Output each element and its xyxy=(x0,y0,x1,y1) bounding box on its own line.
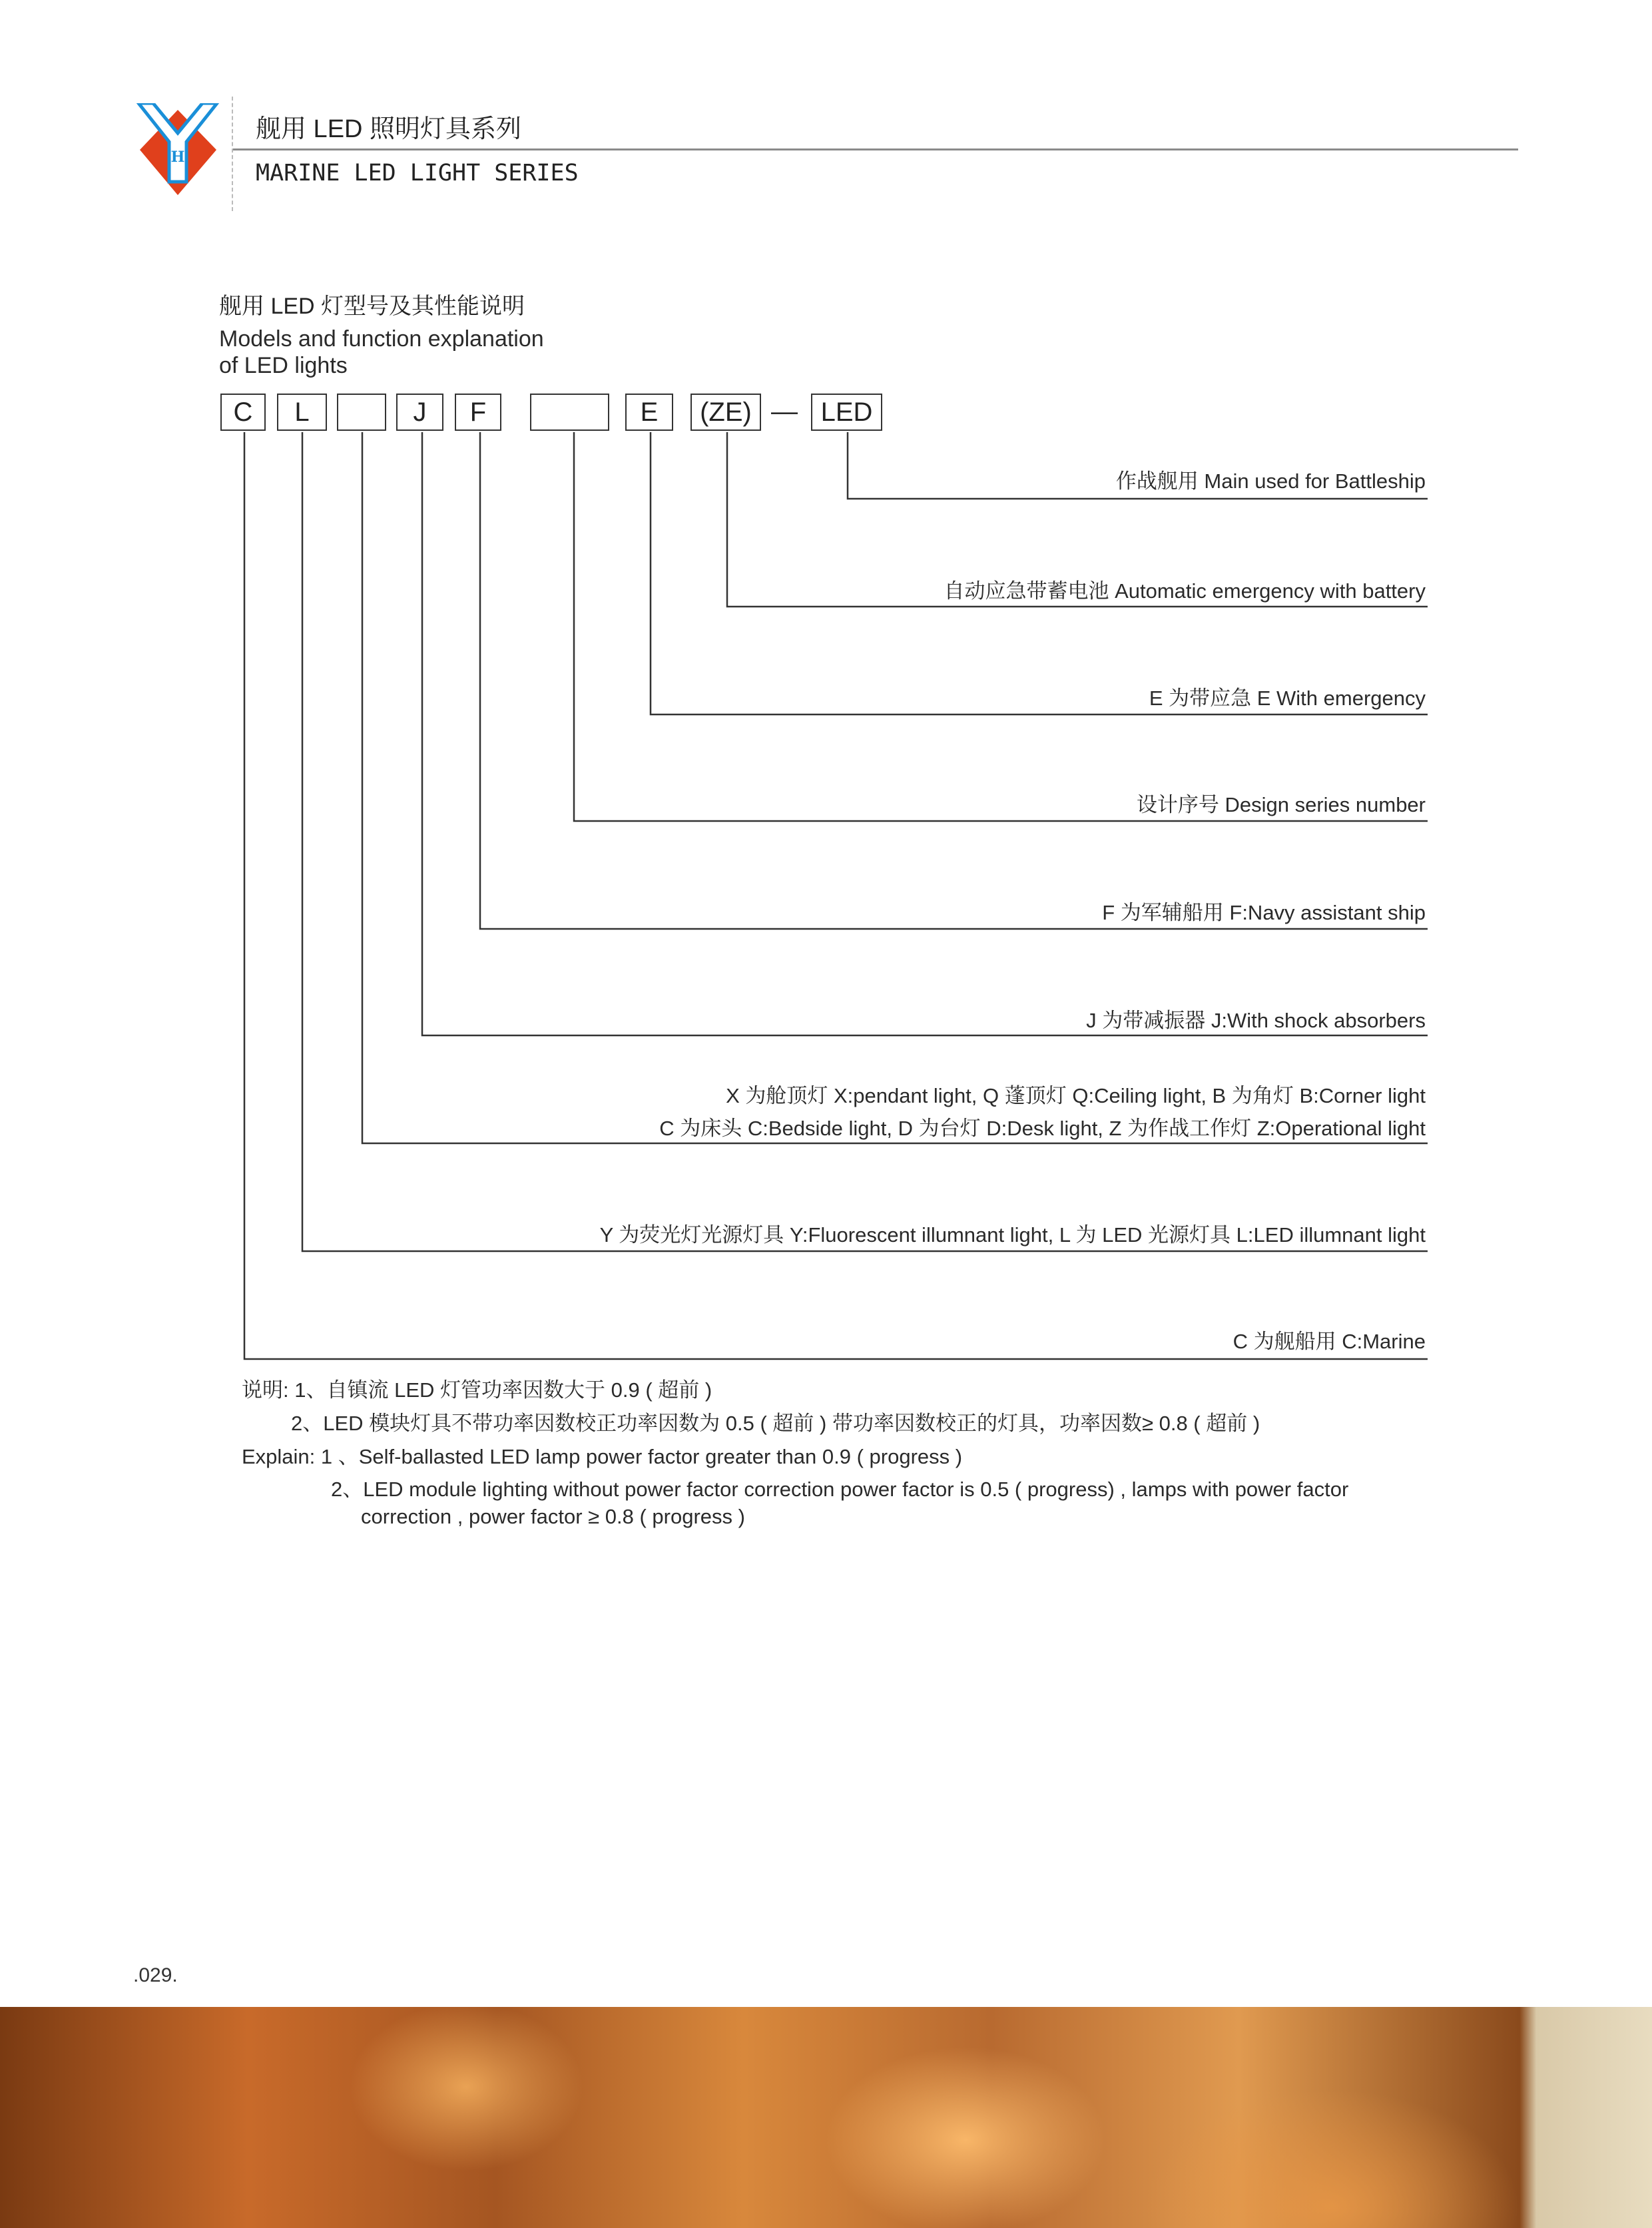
label-light-type-1: X 为舱顶灯 X:pendant light, Q 蓬顶灯 Q:Ceiling light, B 为角灯 B:Corner light xyxy=(726,1084,1426,1107)
code-box-ze: (ZE) xyxy=(690,394,761,431)
label-light-type-2: C 为床头 C:Bedside light, D 为台灯 D:Desk light, Z 为作战工作灯 Z:Operational light xyxy=(659,1117,1426,1140)
label-battleship: 作战舰用 Main used for Battleship xyxy=(1115,469,1426,493)
code-box-e: E xyxy=(625,394,673,431)
code-box-l: L xyxy=(277,394,327,431)
note-en-1: Explain: 1 、Self-ballasted LED lamp power factor greater than 0.9 ( progress ) xyxy=(242,1445,963,1468)
section-title-cn: 舰用 LED 灯型号及其性能说明 xyxy=(219,294,525,319)
label-auto-emergency: 自动应急带蓄电池 Automatic emergency with battery xyxy=(944,579,1426,603)
note-en-3: correction , power factor ≥ 0.8 ( progress ) xyxy=(361,1505,745,1528)
header-title-cn: 舰用 LED 照明灯具系列 xyxy=(256,115,522,143)
code-box-c: C xyxy=(220,394,266,431)
header-title-en: MARINE LED LIGHT SERIES xyxy=(256,160,579,186)
code-box-led: LED xyxy=(811,394,882,431)
code-dash: — xyxy=(771,397,798,426)
label-design-series: 设计序号 Design series number xyxy=(1136,793,1426,816)
label-shock-absorbers: J 为带减振器 J:With shock absorbers xyxy=(1086,1009,1426,1032)
svg-text:H: H xyxy=(170,148,185,166)
label-marine: C 为舰船用 C:Marine xyxy=(1233,1330,1426,1353)
page-number: .029. xyxy=(133,1964,178,1986)
section-title-en-line2: of LED lights xyxy=(219,353,348,378)
note-cn-2: 2、LED 模块灯具不带功率因数校正功率因数为 0.5 ( 超前 ) 带功率因数校正的灯具，功率因数≥ 0.8 ( 超前 ) xyxy=(291,1412,1260,1435)
section-title-en: Models and function explanation xyxy=(219,326,544,352)
label-emergency: E 为带应急 E With emergency xyxy=(1149,687,1426,710)
leader-line xyxy=(480,432,1428,929)
note-cn-1: 说明: 1、自镇流 LED 灯管功率因数大于 0.9 ( 超前 ) xyxy=(242,1378,712,1402)
note-en-2: 2、LED module lighting without power factor correction power factor is 0.5 ( progress) , lamps with power factor xyxy=(331,1478,1349,1501)
code-box-j: J xyxy=(396,394,443,431)
code-box-f: F xyxy=(455,394,501,431)
leader-line xyxy=(422,432,1428,1035)
label-light-source: Y 为荧光灯光源灯具 Y:Fluorescent illumnant light, L 为 LED 光源灯具 L:LED illumnant light xyxy=(599,1223,1426,1247)
footer-photo xyxy=(0,2007,1652,2228)
label-navy-assistant: F 为军辅船用 F:Navy assistant ship xyxy=(1102,901,1426,924)
